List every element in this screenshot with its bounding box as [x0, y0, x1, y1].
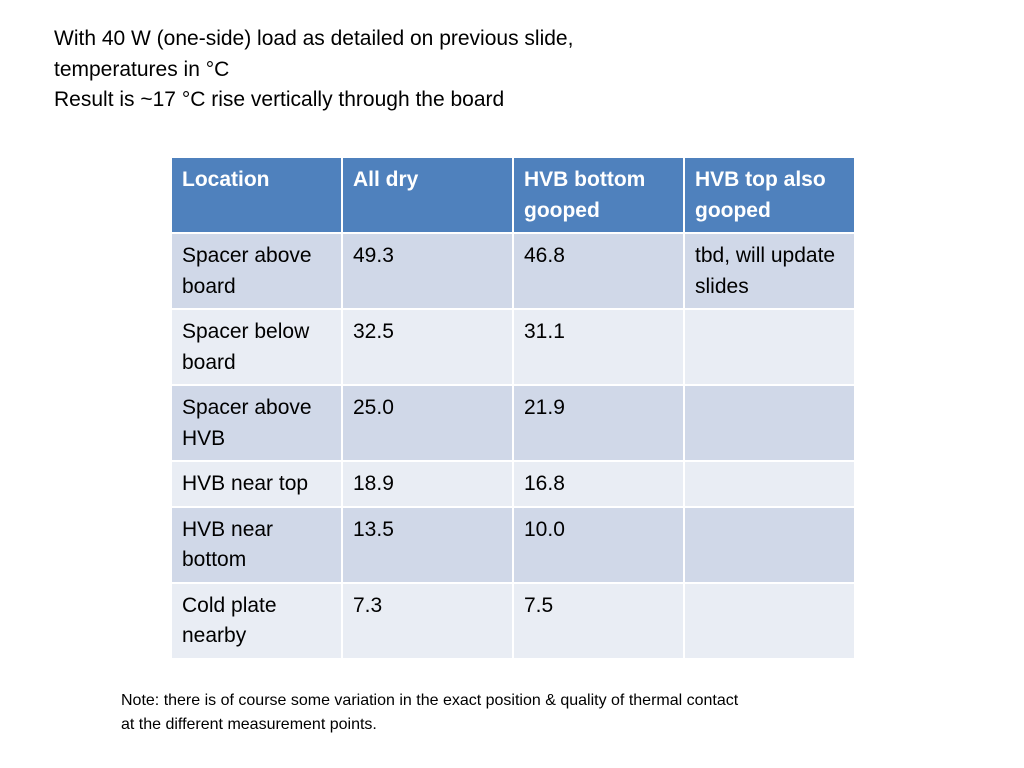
footnote — [121, 689, 881, 737]
table-cell: 46.8 — [513, 233, 684, 309]
temperature-table — [170, 156, 856, 660]
header-hvb-bottom-gooped: HVB bottom gooped — [513, 157, 684, 233]
table-cell: Spacer above HVB — [171, 385, 342, 461]
table-cell — [684, 507, 855, 583]
table-cell — [684, 583, 855, 659]
table-cell: HVB near bottom — [171, 507, 342, 583]
table-cell: Cold plate nearby — [171, 583, 342, 659]
table-header-row — [171, 157, 855, 233]
header-location: Location — [171, 157, 342, 233]
table-row — [171, 507, 855, 583]
table-row — [171, 583, 855, 659]
table-cell: 7.3 — [342, 583, 513, 659]
temperature-table-container — [170, 156, 854, 660]
table-cell: 7.5 — [513, 583, 684, 659]
table-cell: tbd, will update slides — [684, 233, 855, 309]
table-cell: 21.9 — [513, 385, 684, 461]
table-cell: 18.9 — [342, 461, 513, 507]
table-row — [171, 461, 855, 507]
header-all-dry: All dry — [342, 157, 513, 233]
table-cell: 32.5 — [342, 309, 513, 385]
table-row — [171, 385, 855, 461]
table-cell: 25.0 — [342, 385, 513, 461]
table-cell: 13.5 — [342, 507, 513, 583]
table-cell: 16.8 — [513, 461, 684, 507]
footnote-line-1: Note: there is of course some variation in the exact position & quality of thermal contact — [121, 692, 739, 709]
intro-line-1: With 40 W (one-side) load as detailed on previous slide, — [54, 27, 574, 50]
table-cell — [684, 309, 855, 385]
intro-text — [54, 24, 954, 116]
table-cell: 49.3 — [342, 233, 513, 309]
table-cell: Spacer below board — [171, 309, 342, 385]
table-cell: Spacer above board — [171, 233, 342, 309]
table-cell: 10.0 — [513, 507, 684, 583]
header-hvb-top-also-gooped: HVB top also gooped — [684, 157, 855, 233]
intro-line-2: temperatures in °C — [54, 57, 230, 81]
table-row — [171, 233, 855, 309]
table-row — [171, 309, 855, 385]
intro-line-3: Result is ~17 °C rise vertically through the board — [54, 88, 505, 111]
table-cell — [684, 461, 855, 507]
footnote-line-2: at the different measurement points. — [121, 716, 377, 733]
table-cell: HVB near top — [171, 461, 342, 507]
table-cell: 31.1 — [513, 309, 684, 385]
table-cell — [684, 385, 855, 461]
